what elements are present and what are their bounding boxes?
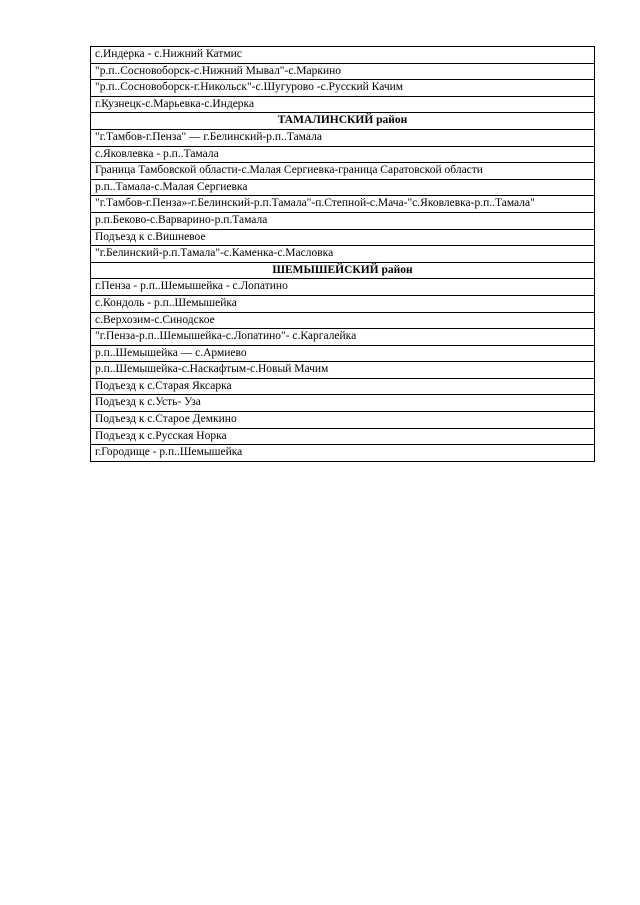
table-row [91,279,595,296]
road-name-cell: г.Пенза - р.п..Шемышейка - с.Лопатино [91,279,595,296]
table-row [91,378,595,395]
road-name-cell: р.п..Шемышейка-с.Наскафтым-с.Новый Мачим [91,362,595,379]
table-row [91,146,595,163]
table-row [91,312,595,329]
road-name-cell: Подъезд к с.Старое Демкино [91,412,595,429]
road-name-cell: "г.Тамбов-г.Пенза»-г.Белинский-р.п.Тамала"-п.Степной-с.Мача-"с.Яковлевка-р.п..Тамала" [91,196,595,213]
road-name-cell: с.Верхозим-с.Синодское [91,312,595,329]
table-row [91,395,595,412]
table-row [91,80,595,97]
road-name-cell: Подъезд к с.Русская Норка [91,428,595,445]
table-row [91,129,595,146]
road-name-cell: р.п..Шемышейка — с.Армиево [91,345,595,362]
table-row [91,445,595,462]
roads-table [90,46,595,462]
table-row [91,329,595,346]
district-name: ШЕМЫШЕЙСКИЙ район [91,262,595,279]
road-name-cell: "р.п..Сосновоборск-г.Никольск"-с.Шугурово -с.Русский Качим [91,80,595,97]
district-name: ТАМАЛИНСКИЙ район [91,113,595,130]
road-name-cell: "г.Тамбов-г.Пенза" — г.Белинский-р.п..Тамала [91,129,595,146]
table-row [91,196,595,213]
table-row [91,362,595,379]
district-header-row [91,113,595,130]
road-name-cell: с.Кондоль - р.п..Шемышейка [91,295,595,312]
road-name-cell: г.Кузнецк-с.Марьевка-с.Индерка [91,96,595,113]
roads-table-body [91,47,595,462]
table-row [91,345,595,362]
district-header-row [91,262,595,279]
road-name-cell: "г.Белинский-р.п.Тамала"-с.Каменка-с.Масловка [91,246,595,263]
table-row [91,96,595,113]
road-name-cell: с.Яковлевка - р.п..Тамала [91,146,595,163]
road-name-cell: р.п.Беково-с.Варварино-р.п.Тамала [91,212,595,229]
table-row [91,212,595,229]
road-name-cell: р.п..Тамала-с.Малая Сергиевка [91,179,595,196]
road-name-cell: Подъезд к с.Усть- Уза [91,395,595,412]
road-name-cell: Подъезд к с.Старая Яксарка [91,378,595,395]
road-name-cell: Подъезд к с.Вишневое [91,229,595,246]
table-row [91,163,595,180]
table-row [91,246,595,263]
road-name-cell: Граница Тамбовской области-с.Малая Сергиевка-граница Саратовской области [91,163,595,180]
table-row [91,229,595,246]
table-row [91,47,595,64]
road-name-cell: с.Индерка - с.Нижний Катмис [91,47,595,64]
table-row [91,428,595,445]
road-name-cell: "г.Пенза-р.п..Шемышейка-с.Лопатино"- с.Каргалейка [91,329,595,346]
table-row [91,295,595,312]
road-name-cell: г.Городище - р.п..Шемышейка [91,445,595,462]
table-row [91,412,595,429]
road-name-cell: "р.п..Сосновоборск-с.Нижний Мывал"-с.Маркино [91,63,595,80]
table-row [91,179,595,196]
table-row [91,63,595,80]
